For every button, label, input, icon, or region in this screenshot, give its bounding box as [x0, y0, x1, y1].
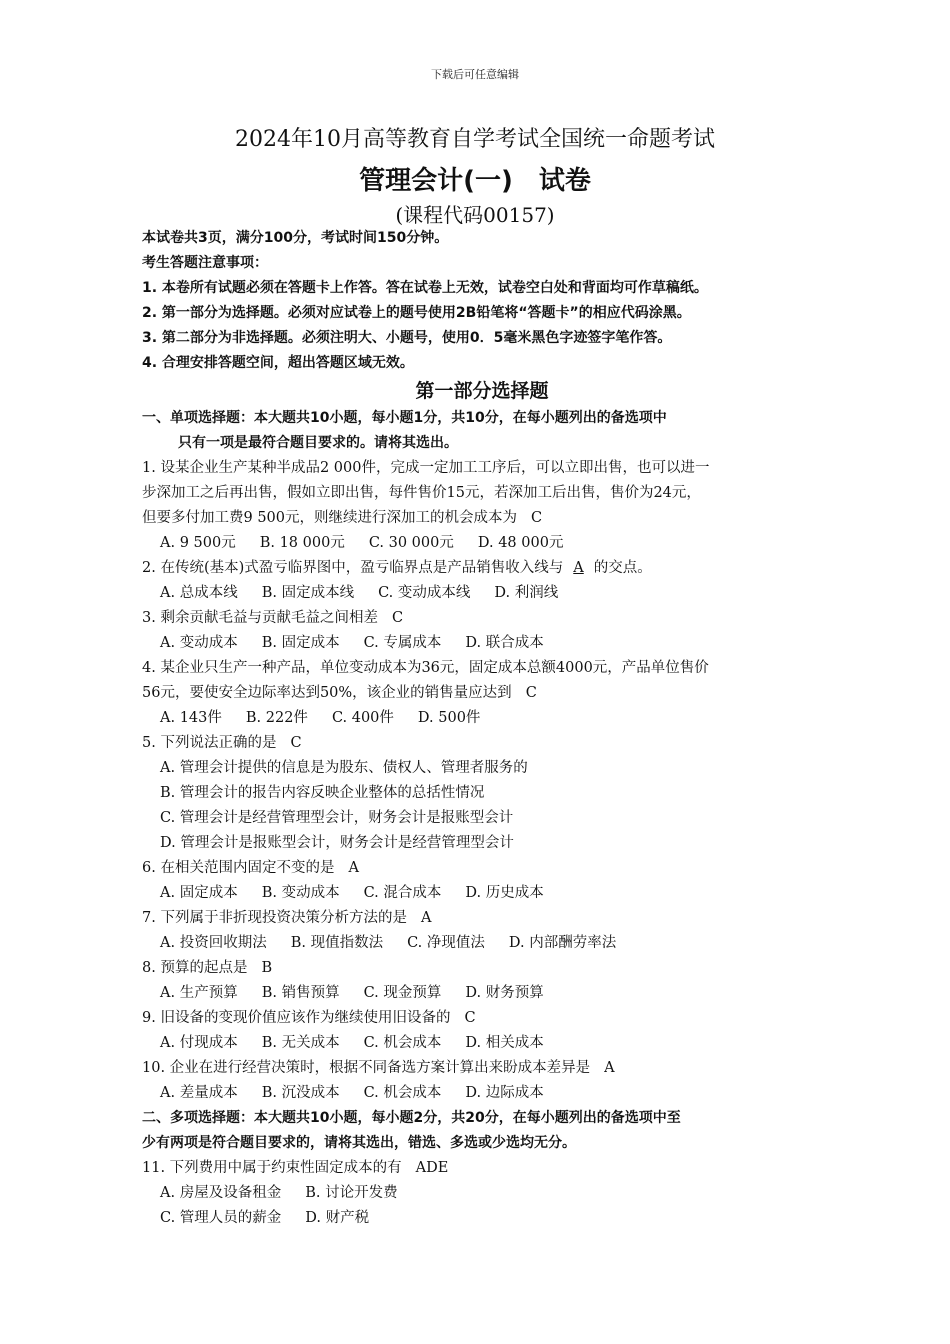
option: C. 专属成本 — [363, 635, 442, 651]
option: C. 机会成本 — [363, 1035, 442, 1051]
section2-instructions: 二、多项选择题：本大题共10小题，每小题2分，共20分，在每小题列出的备选项中至 — [142, 1110, 681, 1126]
option: B. 无关成本 — [261, 1035, 340, 1051]
question-text: 步深加工之后再出售，假如立即出售，每件售价15元，若深加工后出售，售价为24元， — [142, 485, 701, 501]
question-stem: 6. 在相关范围内固定不变的是 — [142, 860, 335, 876]
option: B. 18 000元 — [259, 535, 345, 551]
option-row — [142, 931, 822, 956]
section2-instructions-cont: 少有两项是符合题目要求的，请将其选出，错选、多选或少选均无分。 — [142, 1135, 576, 1151]
note-item: 1. 本卷所有试题必须在答题卡上作答。答在试卷上无效，试卷空白处和背面均可作草稿纸。 — [142, 280, 708, 296]
option-row — [142, 1081, 822, 1106]
option: B. 222件 — [245, 710, 308, 726]
option: A. 变动成本 — [160, 635, 238, 651]
question-text: 4. 某企业只生产一种产品，单位变动成本为36元，固定成本总额4000元，产品单位售价 — [142, 660, 709, 676]
option-row — [142, 1206, 822, 1231]
answer-mark: A — [604, 1060, 615, 1076]
notes-heading: 考生答题注意事项： — [142, 255, 268, 271]
option: C. 现金预算 — [363, 985, 442, 1001]
question-text — [142, 506, 822, 531]
question-text — [142, 1006, 822, 1031]
option-row — [142, 1181, 822, 1206]
option: B. 变动成本 — [261, 885, 340, 901]
question-stem: 但要多付加工费9 500元，则继续进行深加工的机会成本为 — [142, 510, 518, 526]
section1-instructions-cont: 只有一项是最符合题目要求的。请将其选出。 — [178, 435, 458, 451]
option: B. 现值指数法 — [290, 935, 384, 951]
option: D. 48 000元 — [477, 535, 564, 551]
option-row — [142, 881, 822, 906]
option: C. 变动成本线 — [378, 585, 471, 601]
answer-mark: B — [261, 960, 273, 976]
option: C. 管理人员的薪金 — [160, 1210, 282, 1226]
option-row — [142, 531, 822, 556]
question-stem: 10. 企业在进行经营决策时，根据不同备选方案计算出来盼成本差异是 — [142, 1060, 591, 1076]
exam-summary: 本试卷共3页，满分100分，考试时间150分钟。 — [142, 230, 449, 246]
option: B. 管理会计的报告内容反映企业整体的总括性情况 — [160, 785, 485, 801]
option: B. 销售预算 — [261, 985, 340, 1001]
question-text — [142, 556, 822, 581]
option: A. 差量成本 — [160, 1085, 238, 1101]
option: A. 付现成本 — [160, 1035, 238, 1051]
note-item: 2. 第一部分为选择题。必须对应试卷上的题号使用2B铅笔将“答题卡”的相应代码涂黑。 — [142, 305, 691, 321]
option: C. 400件 — [331, 710, 394, 726]
option: B. 固定成本 — [261, 635, 340, 651]
option: D. 财产税 — [305, 1210, 370, 1226]
option: B. 讨论开发费 — [305, 1185, 398, 1201]
option: C. 机会成本 — [363, 1085, 442, 1101]
answer-mark: C — [525, 685, 537, 701]
subject-title: 管理会计(一) 试卷 — [359, 166, 591, 196]
question-text — [142, 956, 822, 981]
question-stem: 8. 预算的起点是 — [142, 960, 248, 976]
exam-body — [142, 226, 822, 1231]
option: D. 相关成本 — [465, 1035, 544, 1051]
option: A. 投资回收期法 — [160, 935, 267, 951]
question-stem: 11. 下列费用中属于约束性固定成本的有 — [142, 1160, 402, 1176]
question-stem-suffix: 的交点。 — [593, 560, 652, 576]
option-row — [142, 706, 822, 731]
option: A. 143件 — [160, 710, 222, 726]
option-row — [142, 631, 822, 656]
part1-heading: 第一部分选择题 — [415, 380, 549, 402]
question-text — [142, 1056, 822, 1081]
option: C. 净现值法 — [407, 935, 485, 951]
answer-mark: C — [531, 510, 543, 526]
answer-blank: A — [573, 560, 584, 576]
option: C. 30 000元 — [368, 535, 454, 551]
option: C. 管理会计是经营管理型会计，财务会计是报账型会计 — [160, 810, 514, 826]
question-text — [142, 606, 822, 631]
option: B. 沉没成本 — [261, 1085, 340, 1101]
answer-mark: C — [290, 735, 302, 751]
course-code: (课程代码00157) — [395, 203, 555, 227]
answer-mark: ADE — [415, 1160, 449, 1176]
question-text — [142, 731, 822, 756]
option: D. 500件 — [417, 710, 481, 726]
question-stem: 5. 下列说法正确的是 — [142, 735, 277, 751]
answer-mark: A — [348, 860, 359, 876]
option: D. 利润线 — [494, 585, 559, 601]
option: D. 历史成本 — [465, 885, 544, 901]
option: D. 联合成本 — [465, 635, 544, 651]
note-item: 3. 第二部分为非选择题。必须注明大、小题号，使用0．5毫米黑色字迹签字笔作答。 — [142, 330, 672, 346]
question-text — [142, 856, 822, 881]
question-text — [142, 1156, 822, 1181]
option: D. 财务预算 — [465, 985, 544, 1001]
question-text — [142, 681, 822, 706]
option: A. 管理会计提供的信息是为股东、债权人、管理者服务的 — [160, 760, 528, 776]
option: A. 固定成本 — [160, 885, 238, 901]
note-item: 4. 合理安排答题空间，超出答题区域无效。 — [142, 355, 414, 371]
question-text: 1. 设某企业生产某种半成品2 000件，完成一定加工工序后，可以立即出售，也可以进一 — [142, 460, 710, 476]
question-text — [142, 906, 822, 931]
exam-title: 2024年10月高等教育自学考试全国统一命题考试 — [235, 127, 715, 152]
option-row — [142, 1031, 822, 1056]
option: B. 固定成本线 — [261, 585, 355, 601]
question-stem: 3. 剩余贡献毛益与贡献毛益之间相差 — [142, 610, 378, 626]
option: A. 生产预算 — [160, 985, 238, 1001]
option-row — [142, 981, 822, 1006]
option: A. 房屋及设备租金 — [160, 1185, 282, 1201]
question-stem: 2. 在传统(基本)式盈亏临界图中，盈亏临界点是产品销售收入线与 — [142, 560, 564, 576]
option: C. 混合成本 — [363, 885, 442, 901]
answer-mark: C — [391, 610, 404, 626]
answer-mark: C — [464, 1010, 476, 1026]
option: A. 总成本线 — [160, 585, 238, 601]
option: D. 管理会计是报账型会计，财务会计是经营管理型会计 — [160, 835, 514, 851]
question-stem: 56元，要使安全边际率达到50%，该企业的销售量应达到 — [142, 685, 512, 701]
section1-instructions: 一、单项选择题：本大题共10小题，每小题1分，共10分，在每小题列出的备选项中 — [142, 410, 667, 426]
question-stem: 7. 下列属于非折现投资决策分析方法的是 — [142, 910, 407, 926]
option-row — [142, 581, 822, 606]
option: D. 内部酬劳率法 — [508, 935, 617, 951]
answer-mark: A — [420, 910, 432, 926]
question-stem: 9. 旧设备的变现价值应该作为继续使用旧设备的 — [142, 1010, 451, 1026]
header-note: 下载后可任意编辑 — [431, 68, 519, 81]
option: D. 边际成本 — [465, 1085, 544, 1101]
option: A. 9 500元 — [160, 535, 236, 551]
